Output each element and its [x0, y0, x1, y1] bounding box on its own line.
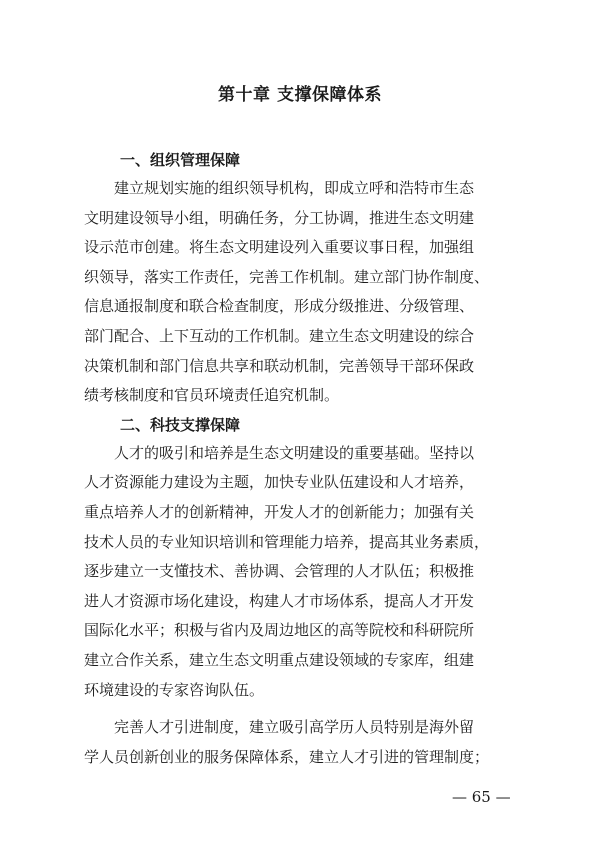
page-number: — 65 — [452, 788, 511, 806]
paragraph-line: 环境建设的专家咨询队伍。 [84, 680, 265, 699]
section-organization [84, 146, 516, 411]
paragraph-line: 人才的吸引和培养是生态文明建设的重要基础。坚持以 [114, 443, 475, 462]
paragraph [84, 439, 516, 705]
paragraph-line: 部门配合、上下互动的工作机制。建立生态文明建设的综合 [84, 326, 475, 345]
paragraph-line: 技术人员的专业知识培训和管理能力培养，提高其业务素质， [84, 532, 490, 551]
paragraph-line: 决策机制和部门信息共享和联动机制，完善领导干部环保政 [84, 356, 475, 375]
page-content [84, 146, 516, 772]
paragraph-line: 重点培养人才的创新精神，开发人才的创新能力；加强有关 [84, 502, 475, 521]
paragraph-line: 进人才资源市场化建设，构建人才市场体系，提高人才开发 [84, 591, 475, 610]
section-heading: 一、组织管理保障 [120, 151, 241, 169]
paragraph [84, 713, 516, 772]
paragraph-line: 建立规划实施的组织领导机构，即成立呼和浩特市生态 [114, 179, 475, 197]
paragraph-line: 人才资源能力建设为主题，加快专业队伍建设和人才培养， [84, 473, 475, 492]
section-heading: 二、科技支撑保障 [120, 415, 241, 434]
paragraph-line: 国际化水平；积极与省内及周边地区的高等院校和科研院所 [84, 621, 475, 640]
chapter-title: 第十章 支撑保障体系 [218, 85, 382, 105]
paragraph-line: 文明建设领导小组，明确任务，分工协调，推进生态文明建 [84, 208, 475, 227]
paragraph [84, 174, 516, 411]
paragraph-line: 织领导，落实工作责任，完善工作机制。建立部门协作制度、 [84, 267, 490, 286]
paragraph-line: 逐步建立一支懂技术、善协调、会管理的人才队伍；积极推 [84, 562, 475, 581]
paragraph-line: 绩考核制度和官员环境责任追究机制。 [84, 386, 340, 405]
paragraph-line: 完善人才引进制度，建立吸引高学历人员特别是海外留 [114, 718, 475, 737]
paragraph-line: 建立合作关系，建立生态文明重点建设领域的专家库，组建 [84, 650, 475, 669]
paragraph-line: 学人员创新创业的服务保障体系，建立人才引进的管理制度； [84, 747, 490, 766]
paragraph-line: 信息通报制度和联合检查制度，形成分级推进、分级管理、 [84, 297, 475, 316]
paragraph-line: 设示范市创建。将生态文明建设列入重要议事日程，加强组 [84, 238, 475, 257]
section-technology [84, 411, 516, 773]
